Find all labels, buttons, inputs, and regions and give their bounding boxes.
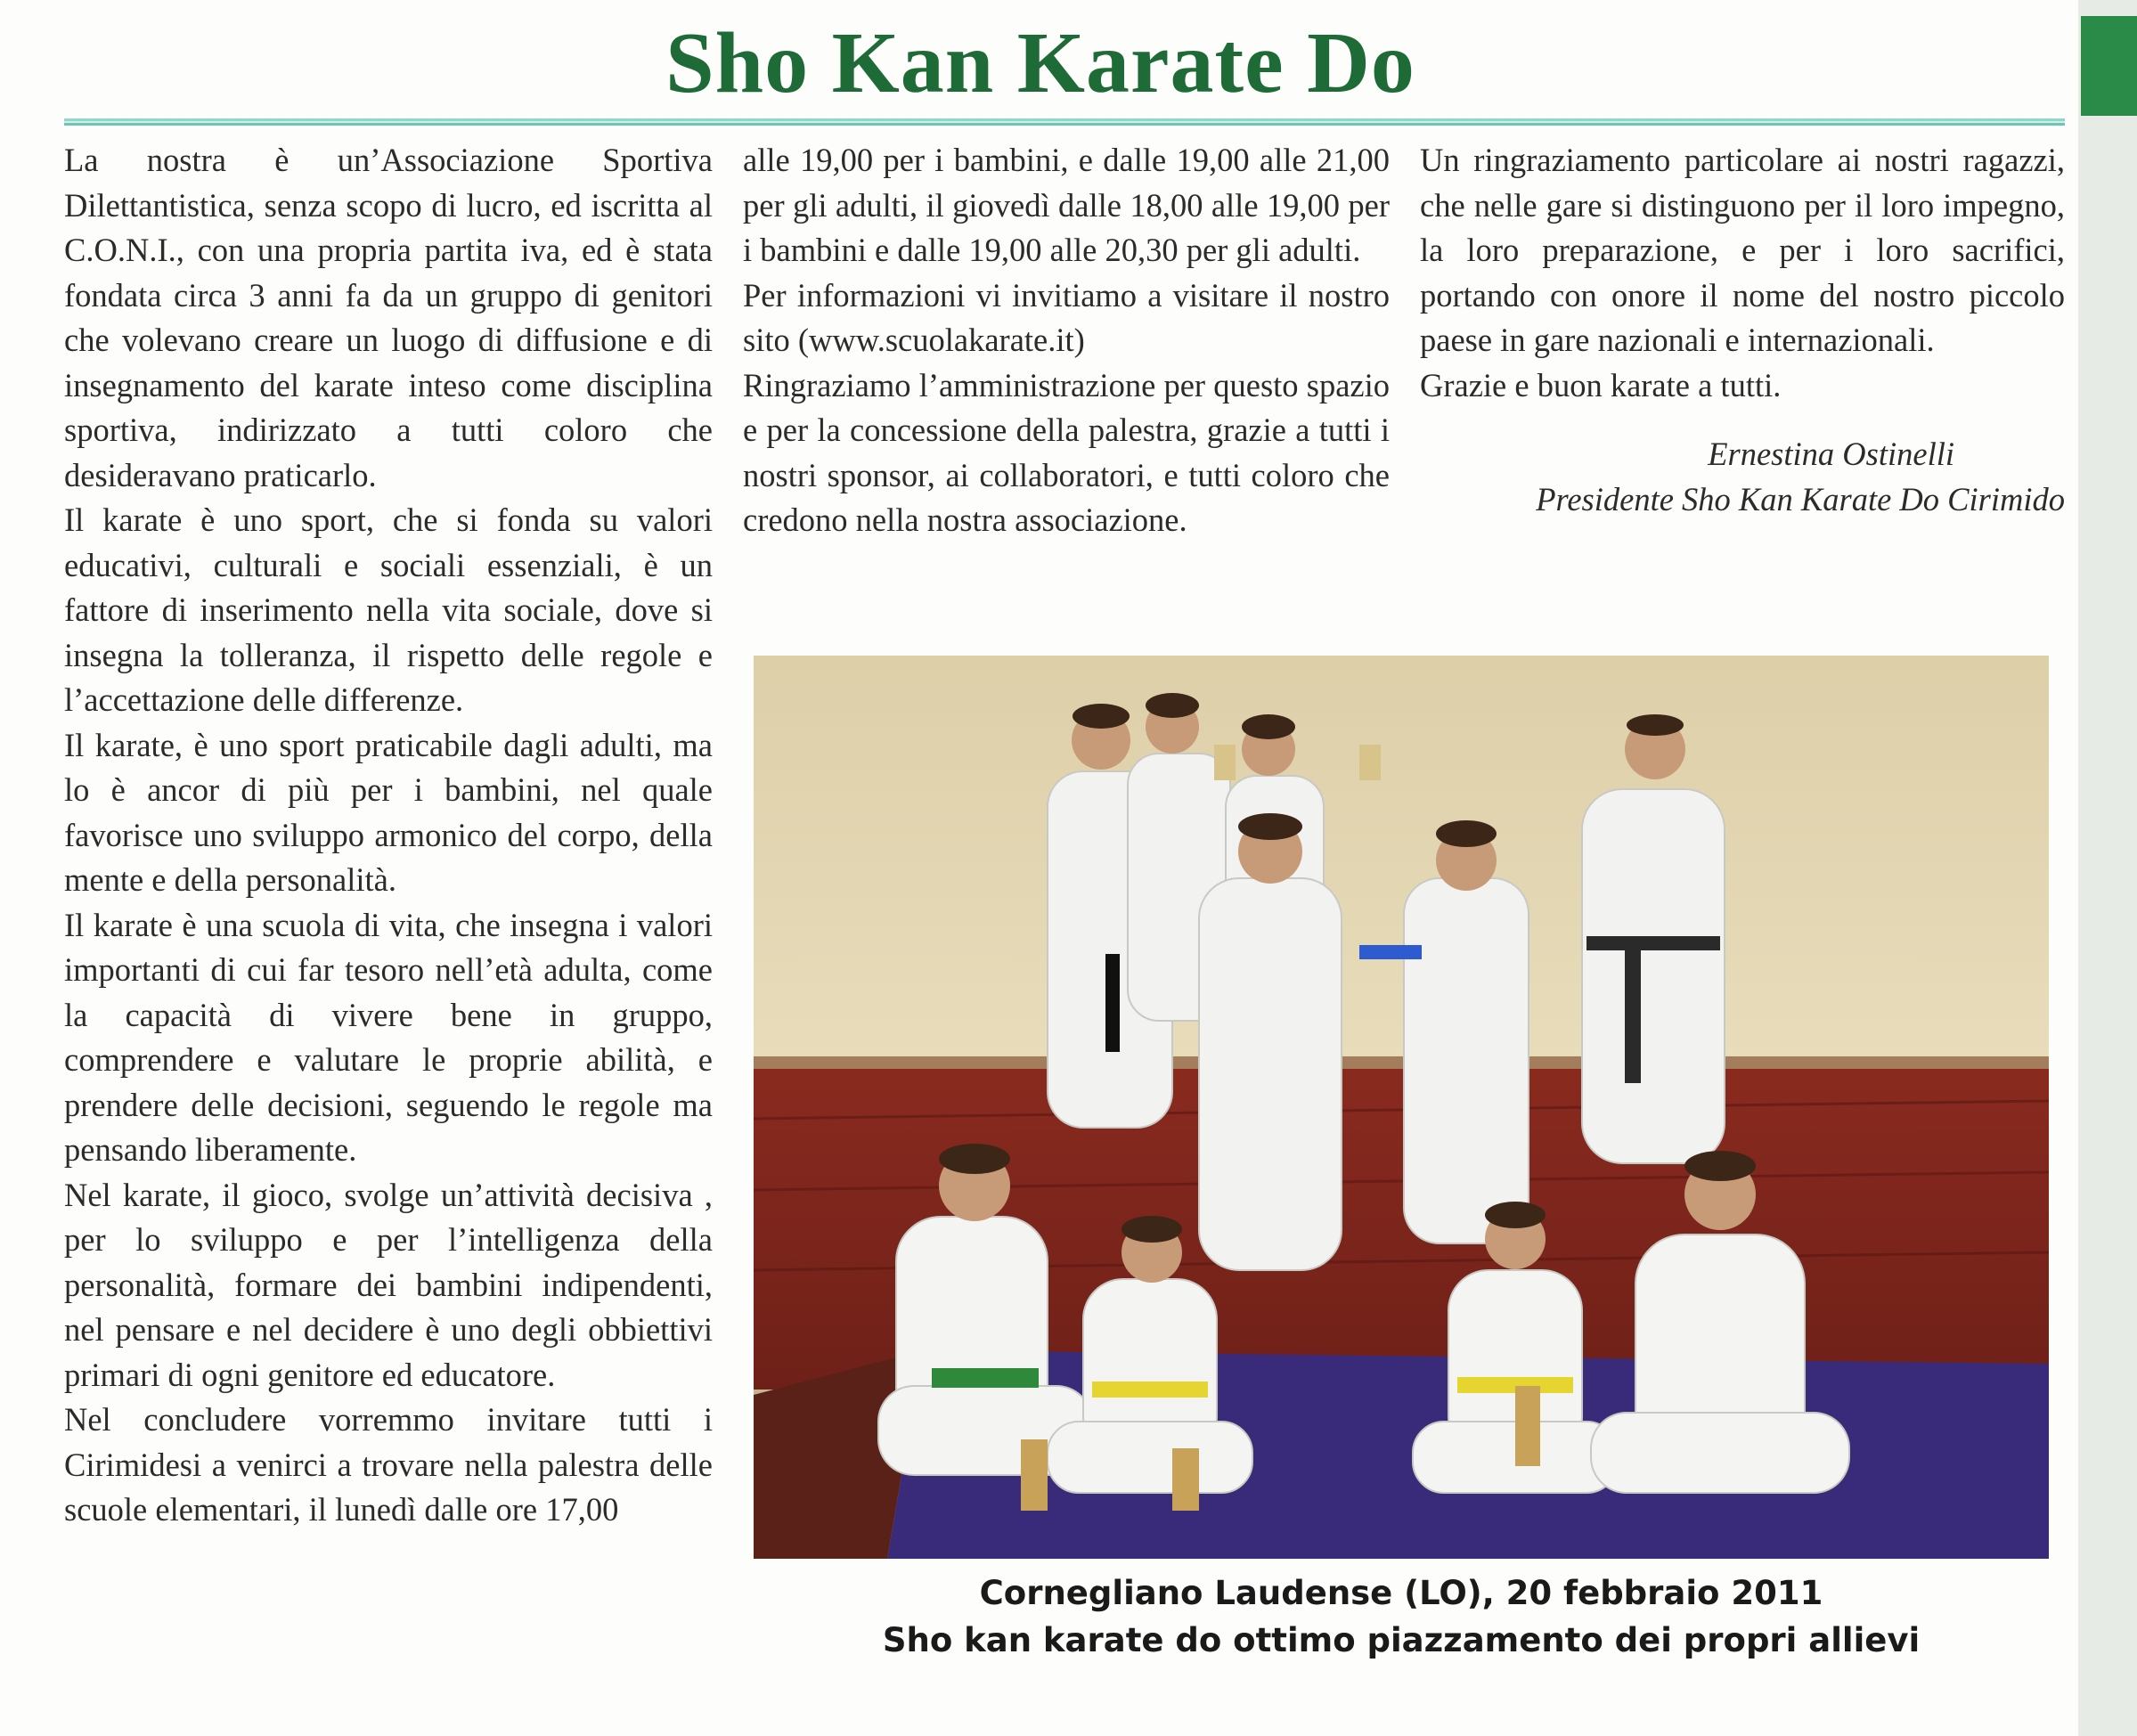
page-edge-strip <box>2078 0 2137 1736</box>
article-title: Sho Kan Karate Do <box>665 15 1415 111</box>
paragraph: La nostra è un’Associazione Sportiva Dilettantistica, senza scopo di lucro, ed iscritta al C.O.N.I., con una propria partita iva, ed è stata fondata circa 3 anni fa da un gruppo di genitori che volevano creare un luogo di diffusione e di insegnamento del karate inteso come disciplina sportiva, indirizzato a tutti coloro che desideravano praticarlo. <box>64 142 713 493</box>
paragraph: Per informazioni vi invitiamo a visitare il nostro sito (www.scuolakarate.it) <box>743 276 1390 358</box>
caption-line: Sho kan karate do ottimo piazzamento dei propri allievi <box>882 1621 1921 1659</box>
paragraph: Un ringraziamento particolare ai nostri ragazzi, che nelle gare si distinguono per il loro impegno, la loro preparazione, e per i loro sacrifici, portando con onore il nome del nostro piccolo paese in gare nazionali e internazionali. <box>1420 142 2065 358</box>
caption-line: Cornegliano Laudense (LO), 20 febbraio 2011 <box>979 1574 1823 1612</box>
team-photo <box>754 656 2049 1559</box>
text-column-2 <box>743 138 1390 543</box>
paragraph: Grazie e buon karate a tutti. <box>1420 366 1782 403</box>
paragraph: Nel concludere vorremmo invitare tutti i Cirimidesi a venirci a trovare nella palestra delle scuole elementari, il lunedì dalle ore 17,00 <box>64 1401 713 1528</box>
paragraph: Il karate è uno sport, che si fonda su valori educativi, culturali e sociali essenziali, è un fattore di inserimento nella vita sociale, dove si insegna la tolleranza, il rispetto delle regole e l’accettazione delle differenze. <box>64 501 713 718</box>
text-column-1 <box>64 138 713 1533</box>
signature-name: Ernestina Ostinelli <box>1708 436 1954 472</box>
paragraph: Nel karate, il gioco, svolge un’attività decisiva , per lo sviluppo e per l’intelligenza della personalità, formare dei bambini indipendenti, nel pensare e nel decidere è uno degli obbiettivi primari di ogni genitore ed educatore. <box>64 1176 713 1393</box>
paragraph: Il karate è una scuola di vita, che insegna i valori importanti di cui far tesoro nell’età adulta, come la capacità di vivere bene in gruppo, comprendere e valutare le proprie abilità, e prendere delle decisioni, seguendo le regole ma pensando liberamente. <box>64 906 713 1168</box>
section-tab-marker <box>2081 16 2137 116</box>
paragraph: alle 19,00 per i bambini, e dalle 19,00 alle 21,00 per gli adulti, il giovedì dalle 18,00 alle 19,00 per i bambini e dalle 19,00 alle 20,30 per gli adulti. <box>743 142 1390 268</box>
text-column-3 <box>1420 138 2065 522</box>
paragraph: Il karate, è uno sport praticabile dagli adulti, ma lo è ancor di più per i bambini, nel quale favorisce uno sviluppo armonico del corpo, della mente e della personalità. <box>64 726 713 898</box>
paragraph: Ringraziamo l’amministrazione per questo spazio e per la concessione della palestra, grazie a tutti i nostri sponsor, ai collaboratori, e tutti coloro che credono nella nostra associazione. <box>743 366 1390 538</box>
title-divider <box>64 118 2065 126</box>
signature-role: Presidente Sho Kan Karate Do Cirimido <box>1536 480 2065 518</box>
photo-caption <box>754 1569 2049 1664</box>
